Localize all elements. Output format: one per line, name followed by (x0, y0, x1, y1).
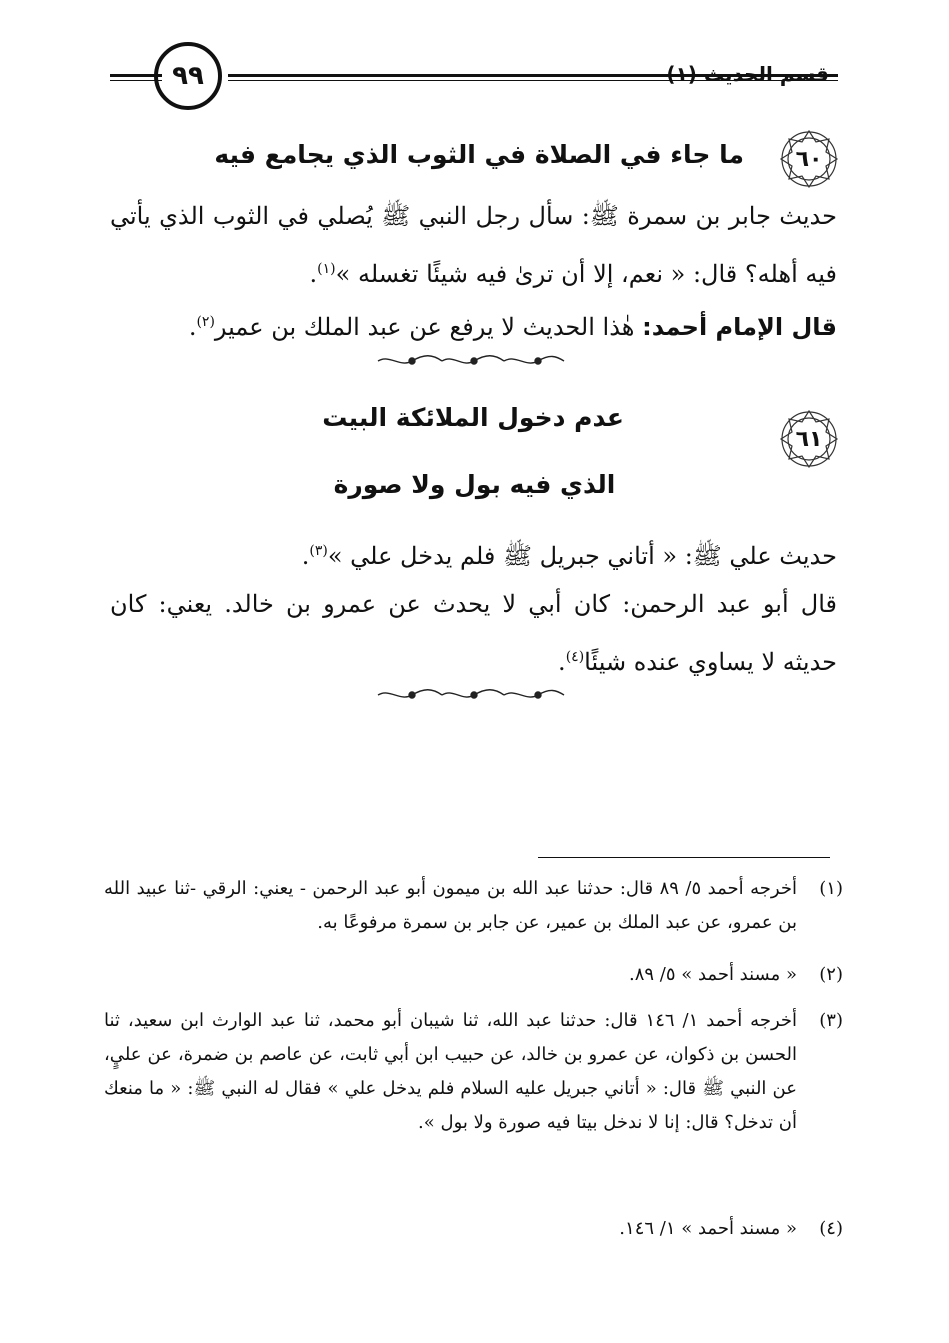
footnote (104, 1212, 843, 1246)
footnote-number: (٤) (819, 1218, 843, 1239)
chapter-badge-61 (778, 408, 840, 470)
footnote-ref: (٤) (565, 649, 585, 665)
footnote-number: (٣) (819, 1010, 843, 1031)
footnote-text: أخرجه أحمد ١/ ١٤٦ قال: حدثنا عبد الله، ثنا شيبان أبو محمد، ثنا عبد الوارث ابن سعيد، ثنا الحسن بن ذكوان، عن عمرو بن خالد، عن حبيب ابن أبي ثابت، عن عاصم بن ضمرة، عن عليٍ، عن النبي ﷺ قال: « أتاني جبريل عليه السلام فلم يدخل علي » فقال له النبي ﷺ: « ما منعك أن تدخل؟ قال: إنا لا ندخل بيتا فيه صورة ولا بول ». (104, 1010, 798, 1133)
hadith-paragraph (110, 525, 837, 583)
chapter-title: عدم دخول الملائكة البيت (322, 403, 624, 432)
footnote-ref: (٢) (196, 314, 215, 330)
footnote-number: (٢) (819, 964, 843, 985)
paragraph-end: . (558, 648, 566, 676)
footnote-text: أخرجه أحمد ٥/ ٨٩ قال: حدثنا عبد الله بن ميمون أبو عبد الرحمن - يعني: الرقي -ثنا عبيد الله بن عمرو، عن عبد الملك بن عمير، عن جابر بن سمرة مرفوعًا به. (104, 878, 797, 933)
footnote-ref: (١) (317, 261, 336, 277)
section-divider-ornament (370, 352, 570, 370)
footnote-text: « مسند أحمد » ٥/ ٨٩. (628, 964, 797, 985)
speaker-label: قال الإمام أحمد: (642, 313, 837, 341)
page-header (0, 0, 949, 130)
footnote-ref: (٣) (309, 543, 328, 559)
flourish-icon (370, 352, 570, 370)
footnote (104, 958, 843, 992)
paragraph-end: . (301, 542, 310, 570)
hadith-paragraph (110, 190, 837, 301)
chapter-number: ٦١ (795, 426, 823, 452)
footnote-separator (538, 857, 830, 858)
chapter-badge-60 (778, 128, 840, 190)
chapter-number: ٦٠ (795, 146, 823, 172)
footnote (104, 872, 843, 940)
flourish-icon (370, 686, 570, 704)
paragraph-text: حديث جابر بن سمرة ﷺ: سأل رجل النبي ﷺ يُصلي في الثوب الذي يأتي فيه أهله؟ قال: « نعم، إلا أن ترىٰ فيه شيئًا تغسله » (110, 202, 837, 288)
paragraph-text: هٰذا الحديث لا يرفع عن عبد الملك بن عمير (214, 313, 643, 341)
chapter-subtitle: الذي فيه بول ولا صورة (333, 470, 616, 499)
page-number: ٩٩ (154, 42, 222, 110)
section-divider-ornament (370, 686, 570, 704)
footnote-text: « مسند أحمد » ١/ ١٤٦. (619, 1218, 797, 1239)
paragraph-end: . (188, 313, 197, 341)
paragraph-end: . (309, 260, 318, 288)
imam-comment (110, 296, 837, 354)
paragraph-text: حديث علي ﷺ: « أتاني جبريل ﷺ فلم يدخل علي » (327, 542, 837, 570)
footnote-number: (١) (819, 878, 843, 899)
footnote (104, 1004, 843, 1140)
paragraph-text: قال أبو عبد الرحمن: كان أبي لا يحدث عن عمرو بن خالد. يعني: كان حديثه لا يساوي عنده شيئًا (110, 590, 837, 676)
running-title: قسم الحديث (١) (666, 62, 829, 86)
narrator-comment (110, 578, 837, 689)
chapter-title: ما جاء في الصلاة في الثوب الذي يجامع فيه (214, 140, 744, 169)
